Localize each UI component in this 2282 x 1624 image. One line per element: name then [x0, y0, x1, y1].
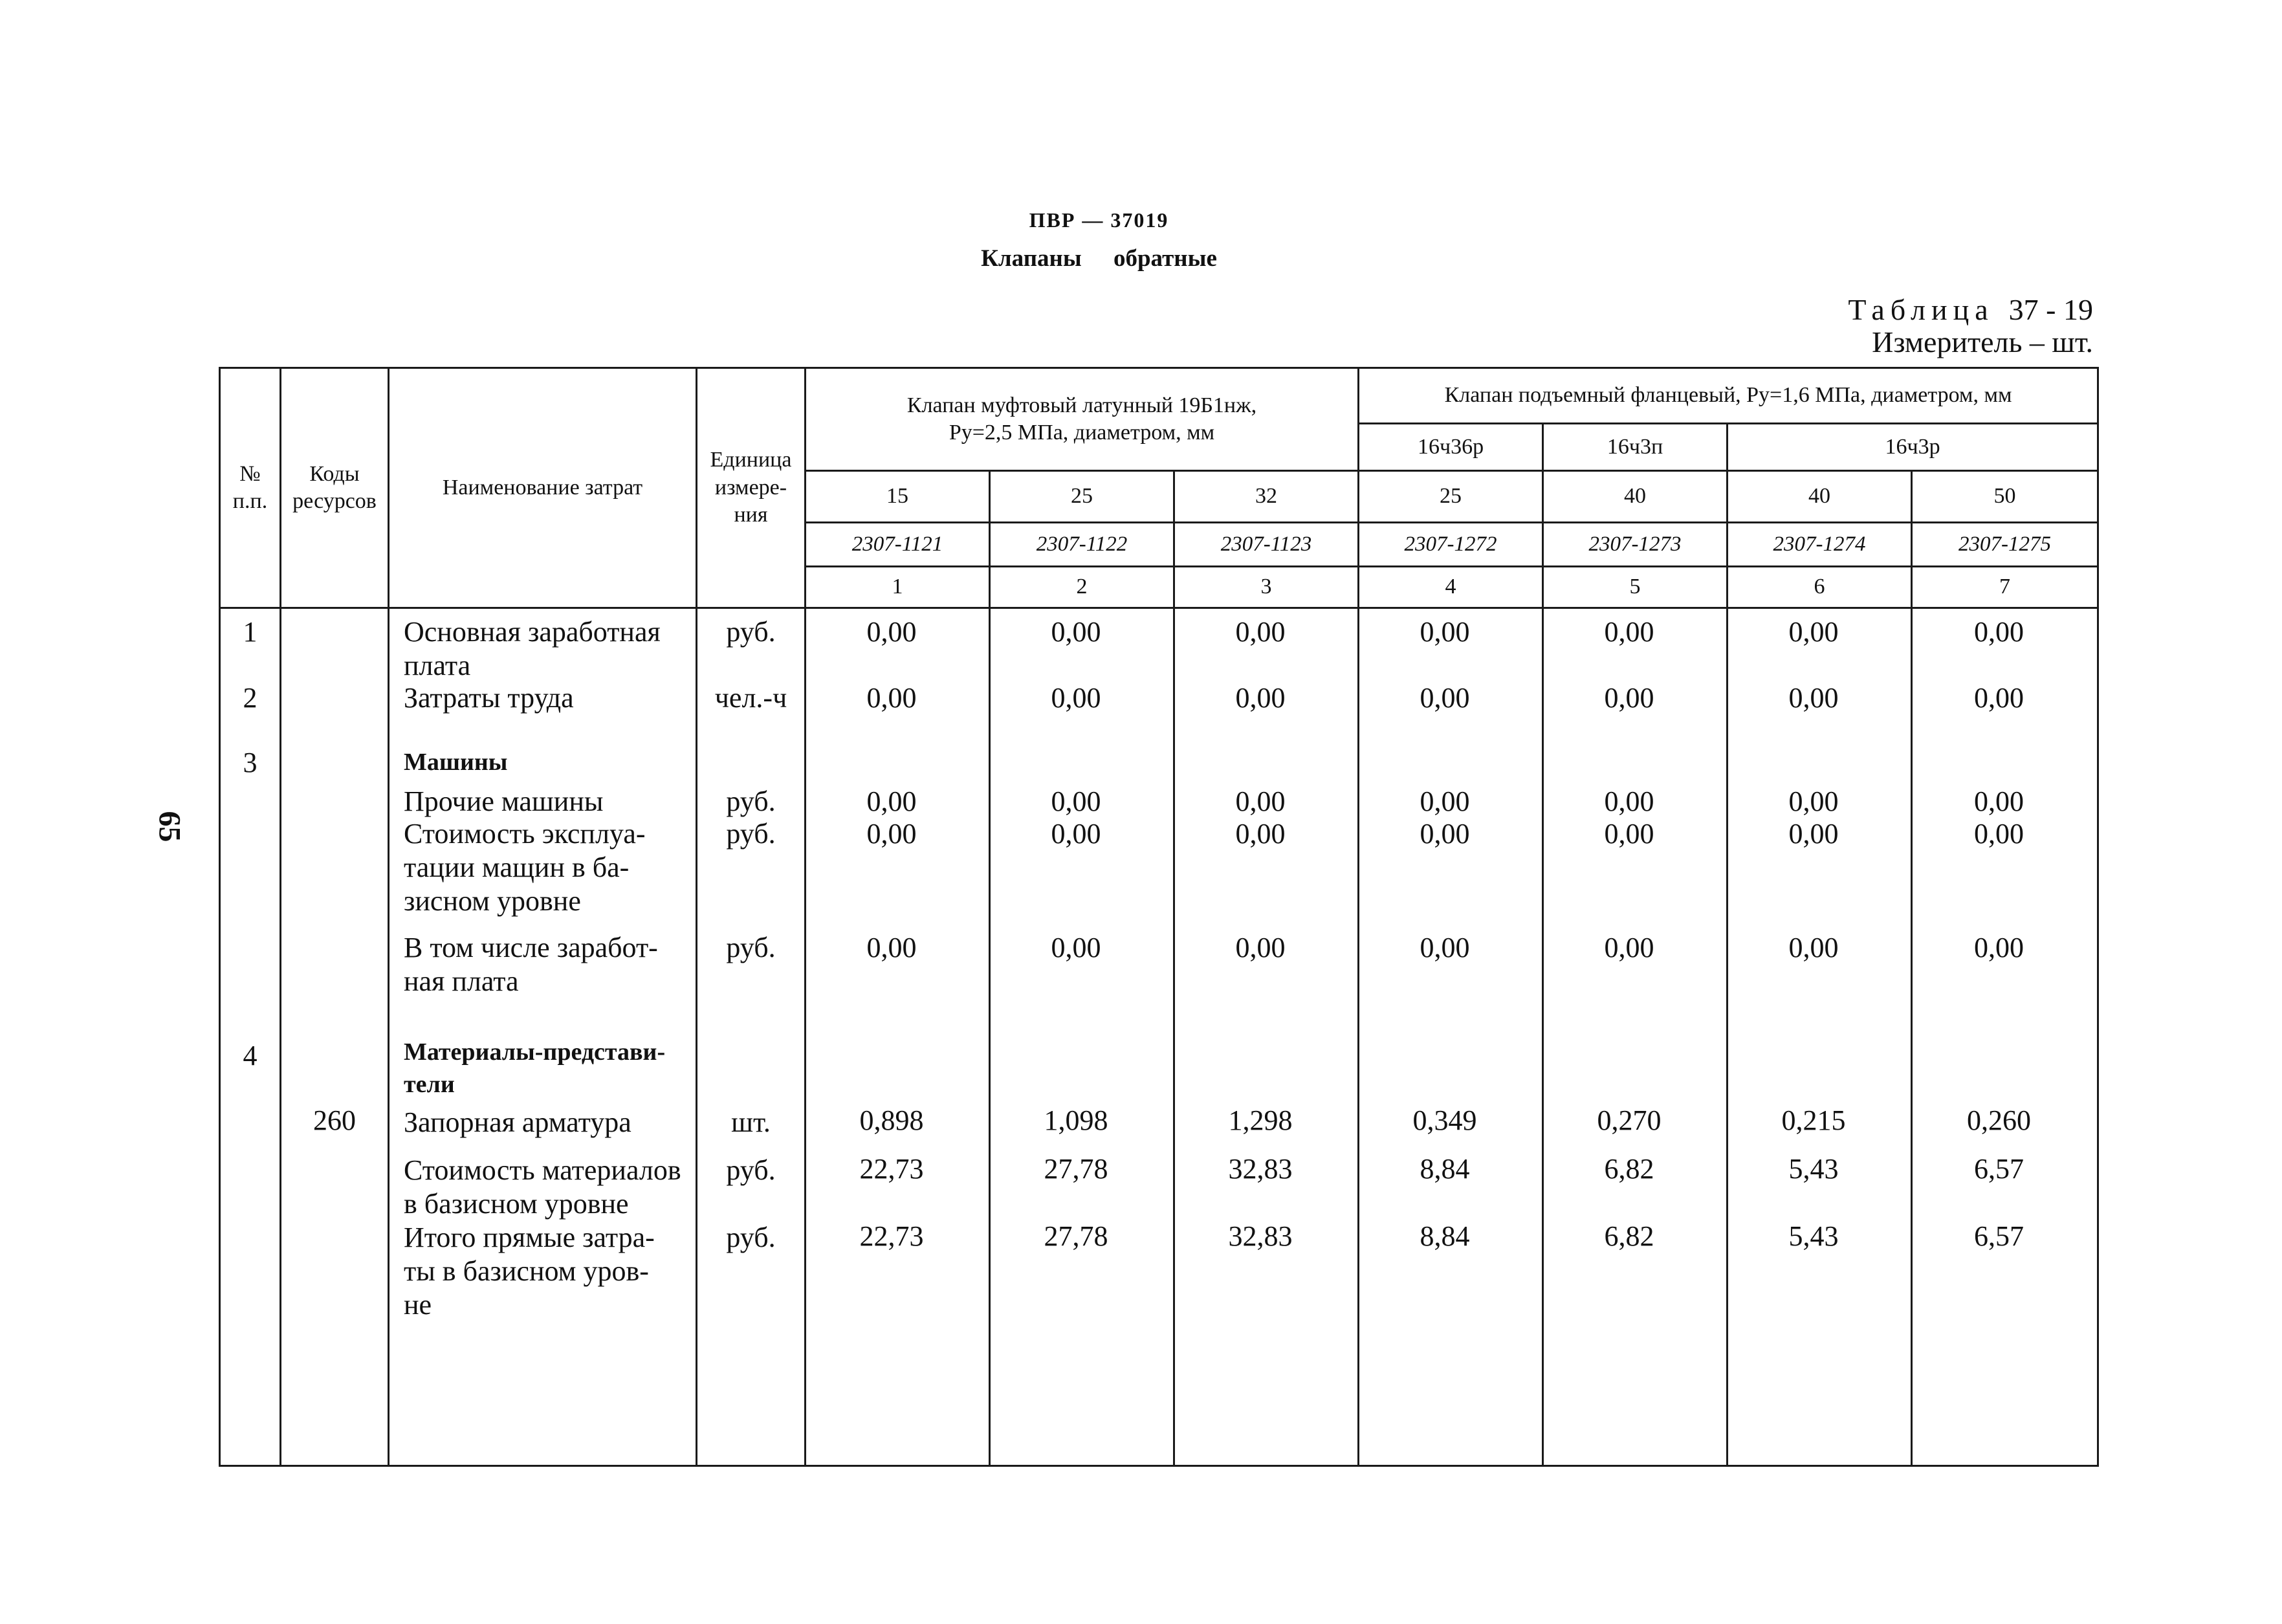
- body-num-column: [220, 608, 281, 1466]
- value-cell: 6,57: [1974, 1220, 2024, 1252]
- row-name: тации мащин в ба-: [404, 851, 630, 883]
- value-cell: 6,82: [1604, 1220, 1654, 1252]
- col-header-num: № п.п.: [220, 368, 281, 608]
- body-value-column-4: [1359, 608, 1543, 1466]
- page-number: 65: [152, 811, 187, 842]
- value-cell: 32,83: [1228, 1220, 1293, 1252]
- body-value-column-3: [1174, 608, 1359, 1466]
- diameter-cell: 50: [1912, 471, 2098, 523]
- body-name-column: [389, 608, 697, 1466]
- value-cell: 6,57: [1974, 1153, 2024, 1185]
- row-number: 3: [243, 747, 258, 778]
- value-cell: 0,00: [1604, 616, 1654, 648]
- value-cell: 0,00: [1788, 932, 1839, 963]
- unit-label: Измеритель – шт.: [1872, 325, 2093, 358]
- value-cell: 0,00: [866, 818, 917, 850]
- value-cell: 0,00: [1788, 818, 1839, 850]
- value-cell: 0,00: [1420, 932, 1470, 963]
- resource-code-cell: 2307-1273: [1543, 523, 1728, 567]
- value-cell: 0,349: [1412, 1104, 1477, 1136]
- value-cell: 0,00: [1974, 818, 2024, 850]
- value-cell: 27,78: [1044, 1220, 1108, 1252]
- group2-title: Клапан подъемный фланцевый, Ру=1,6 МПа, диаметром, мм: [1359, 368, 2098, 424]
- value-cell: 8,84: [1420, 1153, 1470, 1185]
- value-cell: 0,270: [1597, 1104, 1662, 1136]
- value-cell: 5,43: [1788, 1153, 1839, 1185]
- resource-code-cell: 2307-1275: [1912, 523, 2098, 567]
- body-value-column-1: [806, 608, 990, 1466]
- value-cell: 5,43: [1788, 1220, 1839, 1252]
- value-cell: 0,215: [1781, 1104, 1846, 1136]
- value-cell: 0,00: [1051, 616, 1101, 648]
- row-unit: руб.: [726, 785, 776, 817]
- value-cell: 1,298: [1228, 1104, 1293, 1136]
- diameter-cell: 25: [1359, 471, 1543, 523]
- column-number: 4: [1359, 567, 1543, 608]
- column-number: 3: [1174, 567, 1359, 608]
- row-unit: чел.-ч: [714, 682, 787, 714]
- value-cell: 0,00: [1974, 932, 2024, 963]
- col-header-unit: Единица измере-ния: [697, 368, 806, 608]
- value-cell: 0,00: [1604, 932, 1654, 963]
- group1-title: Клапан муфтовый латунный 19Б1нж, Ру=2,5 МПа, диаметром, мм: [806, 368, 1359, 471]
- body-codes-column: [281, 608, 389, 1466]
- row-unit: руб.: [726, 616, 776, 648]
- row-name: Основная заработная: [404, 616, 661, 648]
- value-cell: 6,82: [1604, 1153, 1654, 1185]
- resource-code: 260: [313, 1104, 356, 1136]
- resource-code-cell: 2307-1121: [806, 523, 990, 567]
- table-word: Таблица: [1848, 293, 1994, 326]
- row-unit: руб.: [726, 1222, 776, 1253]
- row-unit: руб.: [726, 818, 776, 850]
- value-cell: 8,84: [1420, 1220, 1470, 1252]
- value-cell: 0,00: [1420, 616, 1470, 648]
- column-number: 5: [1543, 567, 1728, 608]
- row-unit: шт.: [731, 1106, 771, 1138]
- column-number: 6: [1728, 567, 1912, 608]
- diameter-cell: 40: [1728, 471, 1912, 523]
- value-cell: 0,00: [1604, 785, 1654, 817]
- row-number: 4: [243, 1040, 258, 1071]
- value-cell: 0,00: [1420, 818, 1470, 850]
- value-cell: 0,00: [866, 785, 917, 817]
- resource-code-cell: 2307-1274: [1728, 523, 1912, 567]
- document-code: ПВР — 37019: [1029, 208, 1169, 232]
- value-cell: 0,00: [1420, 682, 1470, 714]
- row-name: в базисном уровне: [404, 1188, 629, 1220]
- diameter-cell: 40: [1543, 471, 1728, 523]
- value-cell: 0,00: [1051, 818, 1101, 850]
- row-name: Итого прямые затра-: [404, 1222, 655, 1253]
- row-name: ты в базисном уров-: [404, 1255, 649, 1287]
- resource-code-cell: 2307-1123: [1174, 523, 1359, 567]
- value-cell: 0,00: [1051, 932, 1101, 963]
- value-cell: 22,73: [859, 1153, 924, 1185]
- value-cell: 0,00: [1974, 616, 2024, 648]
- value-cell: 0,00: [866, 932, 917, 963]
- column-number: 2: [990, 567, 1174, 608]
- row-name: Запорная арматура: [404, 1106, 631, 1138]
- row-name: В том числе заработ-: [404, 932, 658, 963]
- row-unit: руб.: [726, 1154, 776, 1186]
- value-cell: 0,00: [866, 682, 917, 714]
- row-name: Затраты труда: [404, 682, 574, 714]
- diameter-cell: 25: [990, 471, 1174, 523]
- value-cell: 0,00: [1788, 682, 1839, 714]
- row-name: плата: [404, 650, 471, 681]
- value-cell: 0,00: [1604, 818, 1654, 850]
- section-heading-materials: тели: [404, 1071, 455, 1098]
- group2-subtype: 16ч3р: [1728, 424, 2098, 471]
- value-cell: 0,898: [859, 1104, 924, 1136]
- column-number: 7: [1912, 567, 2098, 608]
- row-name: Прочие машины: [404, 785, 604, 817]
- row-unit: руб.: [726, 932, 776, 963]
- diameter-cell: 32: [1174, 471, 1359, 523]
- value-cell: 0,00: [866, 616, 917, 648]
- group2-subtype: 16ч36р: [1359, 424, 1543, 471]
- row-name: Стоимость эксплуа-: [404, 818, 646, 850]
- row-name: зисном уровне: [404, 885, 581, 917]
- body-value-column-2: [990, 608, 1174, 1466]
- body-value-column-5: [1543, 608, 1728, 1466]
- body-value-column-7: [1912, 608, 2098, 1466]
- table-number: 37 - 19: [2008, 293, 2093, 326]
- diameter-cell: 15: [806, 471, 990, 523]
- resource-code-cell: 2307-1272: [1359, 523, 1543, 567]
- value-cell: 32,83: [1228, 1153, 1293, 1185]
- body-value-column-6: [1728, 608, 1912, 1466]
- column-number: 1: [806, 567, 990, 608]
- value-cell: 0,00: [1235, 818, 1286, 850]
- resource-code-cell: 2307-1122: [990, 523, 1174, 567]
- section-heading-machines: Машины: [404, 749, 508, 776]
- body-unit-column: [697, 608, 806, 1466]
- value-cell: 27,78: [1044, 1153, 1108, 1185]
- col-header-codes: Коды ресурсов: [281, 368, 389, 608]
- row-name: не: [404, 1289, 432, 1321]
- value-cell: 0,00: [1235, 785, 1286, 817]
- value-cell: 0,260: [1967, 1104, 2032, 1136]
- value-cell: 0,00: [1974, 785, 2024, 817]
- value-cell: 1,098: [1044, 1104, 1108, 1136]
- value-cell: 0,00: [1788, 616, 1839, 648]
- value-cell: 0,00: [1788, 785, 1839, 817]
- value-cell: 0,00: [1235, 682, 1286, 714]
- value-cell: 0,00: [1420, 785, 1470, 817]
- row-name: Стоимость материалов: [404, 1154, 681, 1186]
- cost-table: [219, 367, 2099, 1467]
- row-number: 2: [243, 682, 258, 714]
- value-cell: 0,00: [1235, 616, 1286, 648]
- document-title: Клапаны обратные: [981, 245, 1217, 272]
- row-number: 1: [243, 616, 258, 648]
- value-cell: 0,00: [1604, 682, 1654, 714]
- col-header-name: Наименование затрат: [389, 368, 697, 608]
- group2-subtype: 16ч3п: [1543, 424, 1728, 471]
- value-cell: 0,00: [1974, 682, 2024, 714]
- row-name: ная плата: [404, 965, 519, 997]
- value-cell: 0,00: [1051, 785, 1101, 817]
- value-cell: 22,73: [859, 1220, 924, 1252]
- table-label: [1848, 292, 2093, 327]
- section-heading-materials: Материалы-представи-: [404, 1038, 666, 1066]
- value-cell: 0,00: [1235, 932, 1286, 963]
- value-cell: 0,00: [1051, 682, 1101, 714]
